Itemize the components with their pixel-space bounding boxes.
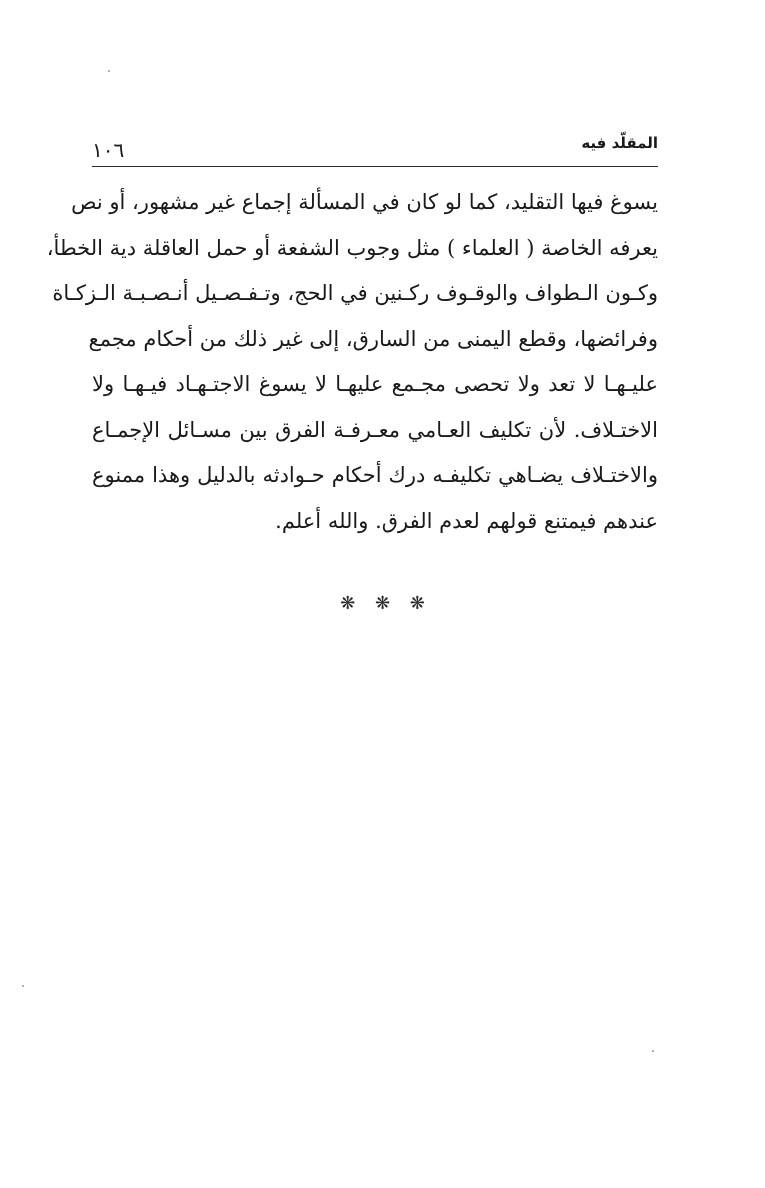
running-header xyxy=(92,128,658,164)
scan-speck xyxy=(652,1050,654,1052)
text-line: عندهم فيمتنع قولهم لعدم الفرق. والله أعلم. xyxy=(275,508,658,533)
scan-speck xyxy=(108,70,110,72)
text-line: عليـهـا لا تعد ولا تحصى مجـمع عليهـا لا يسوغ الاجتـهـاد فيـهـا ولا xyxy=(92,372,658,396)
scan-speck xyxy=(22,985,24,987)
section-ornament: ❋ ❋ ❋ xyxy=(340,593,425,614)
text-line: يسوغ فيها التقليد، كما لو كان في المسألة إجماع غير مشهور، أو نص xyxy=(71,190,658,214)
body-paragraph xyxy=(46,180,658,544)
header-rule xyxy=(92,166,658,167)
text-line: والاختـلاف يضـاهي تكليفـه درك أحكام حـوادثه بالدليل وهذا ممنوع xyxy=(92,463,658,487)
text-line: الاختـلاف. لأن تكليف العـامي معـرفـة الفرق بين مسـائل الإجمـاع xyxy=(92,417,658,442)
text-line: يعرفه الخاصة ( العلماء ) مثل وجوب الشفعة أو حمل العاقلة دية الخطأ، xyxy=(46,235,658,260)
text-line: وفرائضها، وقطع اليمنى من السارق، إلى غير ذلك من أحكام مجمع xyxy=(88,326,658,351)
page-number: ١٠٦ xyxy=(92,138,125,162)
running-head-title: المقلّد فيه xyxy=(581,134,658,152)
text-line: وكـون الـطواف والوقـوف ركـنين في الحج، وتـفـصـيل أنـصـبـة الـزكـاة xyxy=(52,281,658,305)
